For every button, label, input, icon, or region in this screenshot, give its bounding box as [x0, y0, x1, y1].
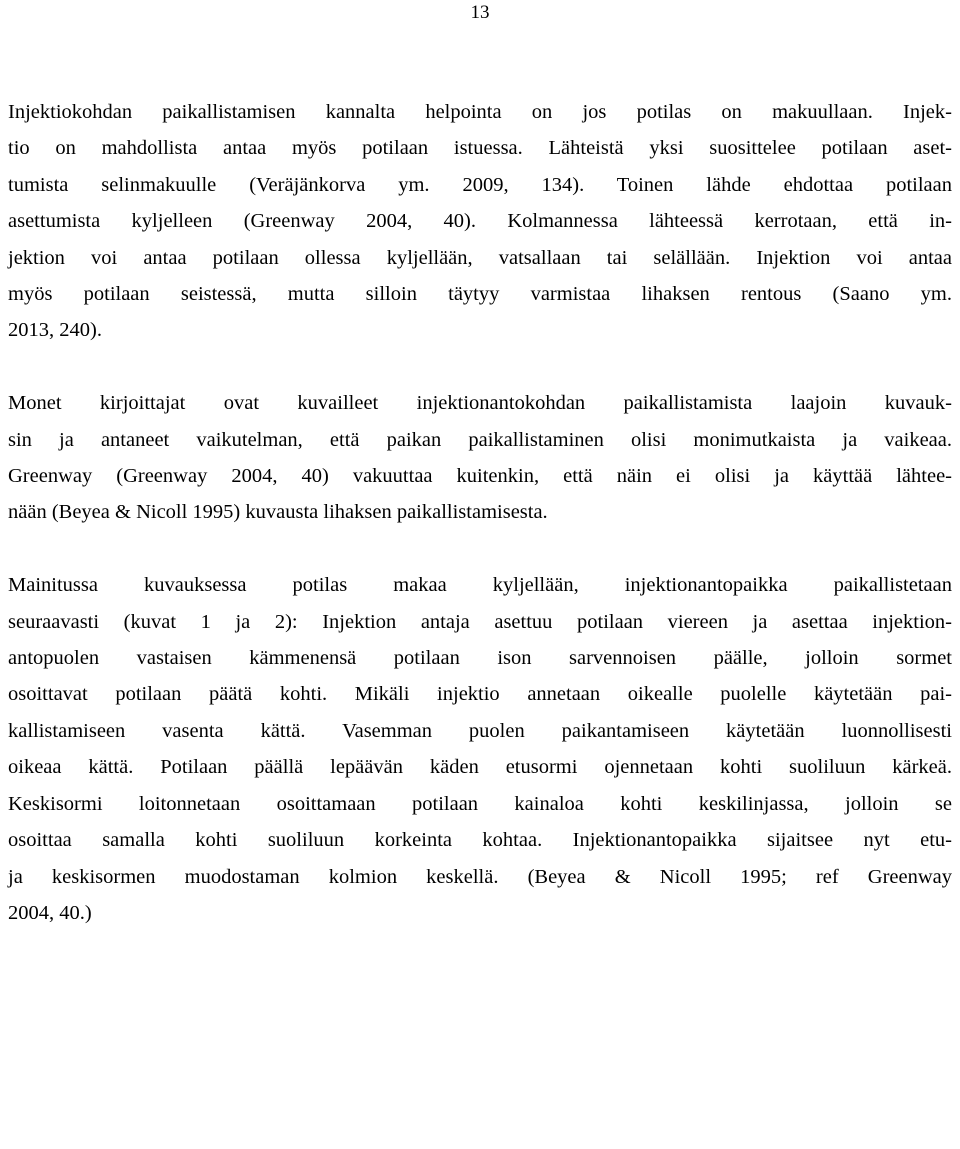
paragraph-spacer: [8, 531, 952, 567]
text-line: asettumista kyljelleen (Greenway 2004, 40). Kolmannessa lähteessä kerrotaan, että in-: [8, 210, 952, 233]
text-line: tio on mahdollista antaa myös potilaan istuessa. Lähteistä yksi suosittelee potilaan aset-: [8, 137, 952, 160]
text-line: sin ja antaneet vaikutelman, että paikan paikallistaminen olisi monimutkaista ja vaikeaa.: [8, 428, 952, 451]
text-line: osoittavat potilaan päätä kohti. Mikäli injektio annetaan oikealle puolelle käytetään pai-: [8, 683, 952, 706]
text-line: kallistamiseen vasenta kättä. Vasemman puolen paikantamiseen käytetään luonnollisesti: [8, 719, 952, 742]
document-body: [8, 94, 952, 931]
paragraph-spacer: [8, 349, 952, 385]
text-line: nään (Beyea & Nicoll 1995) kuvausta lihaksen paikallistamisesta.: [8, 501, 548, 524]
text-line: ja keskisormen muodostaman kolmion keskellä. (Beyea & Nicoll 1995; ref Greenway: [8, 865, 952, 888]
text-line: Keskisormi loitonnetaan osoittamaan potilaan kainaloa kohti keskilinjassa, jolloin se: [8, 792, 952, 815]
text-line: Monet kirjoittajat ovat kuvailleet injektionantokohdan paikallistamista laajoin kuvauk-: [8, 392, 952, 415]
page-number: 13: [470, 2, 490, 23]
text-line: Injektiokohdan paikallistamisen kannalta helpointa on jos potilas on makuullaan. Injek-: [8, 101, 952, 123]
paragraph-injection-position: [8, 94, 952, 349]
paragraph-authors-descriptions: [8, 385, 952, 531]
text-line: oikeaa kättä. Potilaan päällä lepäävän käden etusormi ojennetaan kohti suoliluun kärkeä.: [8, 756, 952, 779]
text-line: jektion voi antaa potilaan ollessa kyljellään, vatsallaan tai selällään. Injektion voi antaa: [8, 246, 952, 269]
text-line: myös potilaan seistessä, mutta silloin täytyy varmistaa lihaksen rentous (Saano ym.: [8, 283, 952, 306]
text-line: antopuolen vastaisen kämmenensä potilaan ison sarvennoisen päälle, jolloin sormet: [8, 647, 952, 670]
text-line: Mainitussa kuvauksessa potilas makaa kyljellään, injektionantopaikka paikallistetaan: [8, 574, 952, 597]
paragraph-localization-procedure: [8, 567, 952, 931]
text-line: seuraavasti (kuvat 1 ja 2): Injektion antaja asettuu potilaan viereen ja asettaa injektion-: [8, 610, 952, 633]
text-line: Greenway (Greenway 2004, 40) vakuuttaa kuitenkin, että näin ei olisi ja käyttää lähtee-: [8, 465, 952, 488]
text-line: 2013, 240).: [8, 319, 102, 342]
text-line: osoittaa samalla kohti suoliluun korkeinta kohtaa. Injektionantopaikka sijaitsee nyt etu-: [8, 829, 952, 852]
text-line: 2004, 40.): [8, 901, 92, 924]
text-line: tumista selinmakuulle (Veräjänkorva ym. 2009, 134). Toinen lähde ehdottaa potilaan: [8, 173, 952, 196]
